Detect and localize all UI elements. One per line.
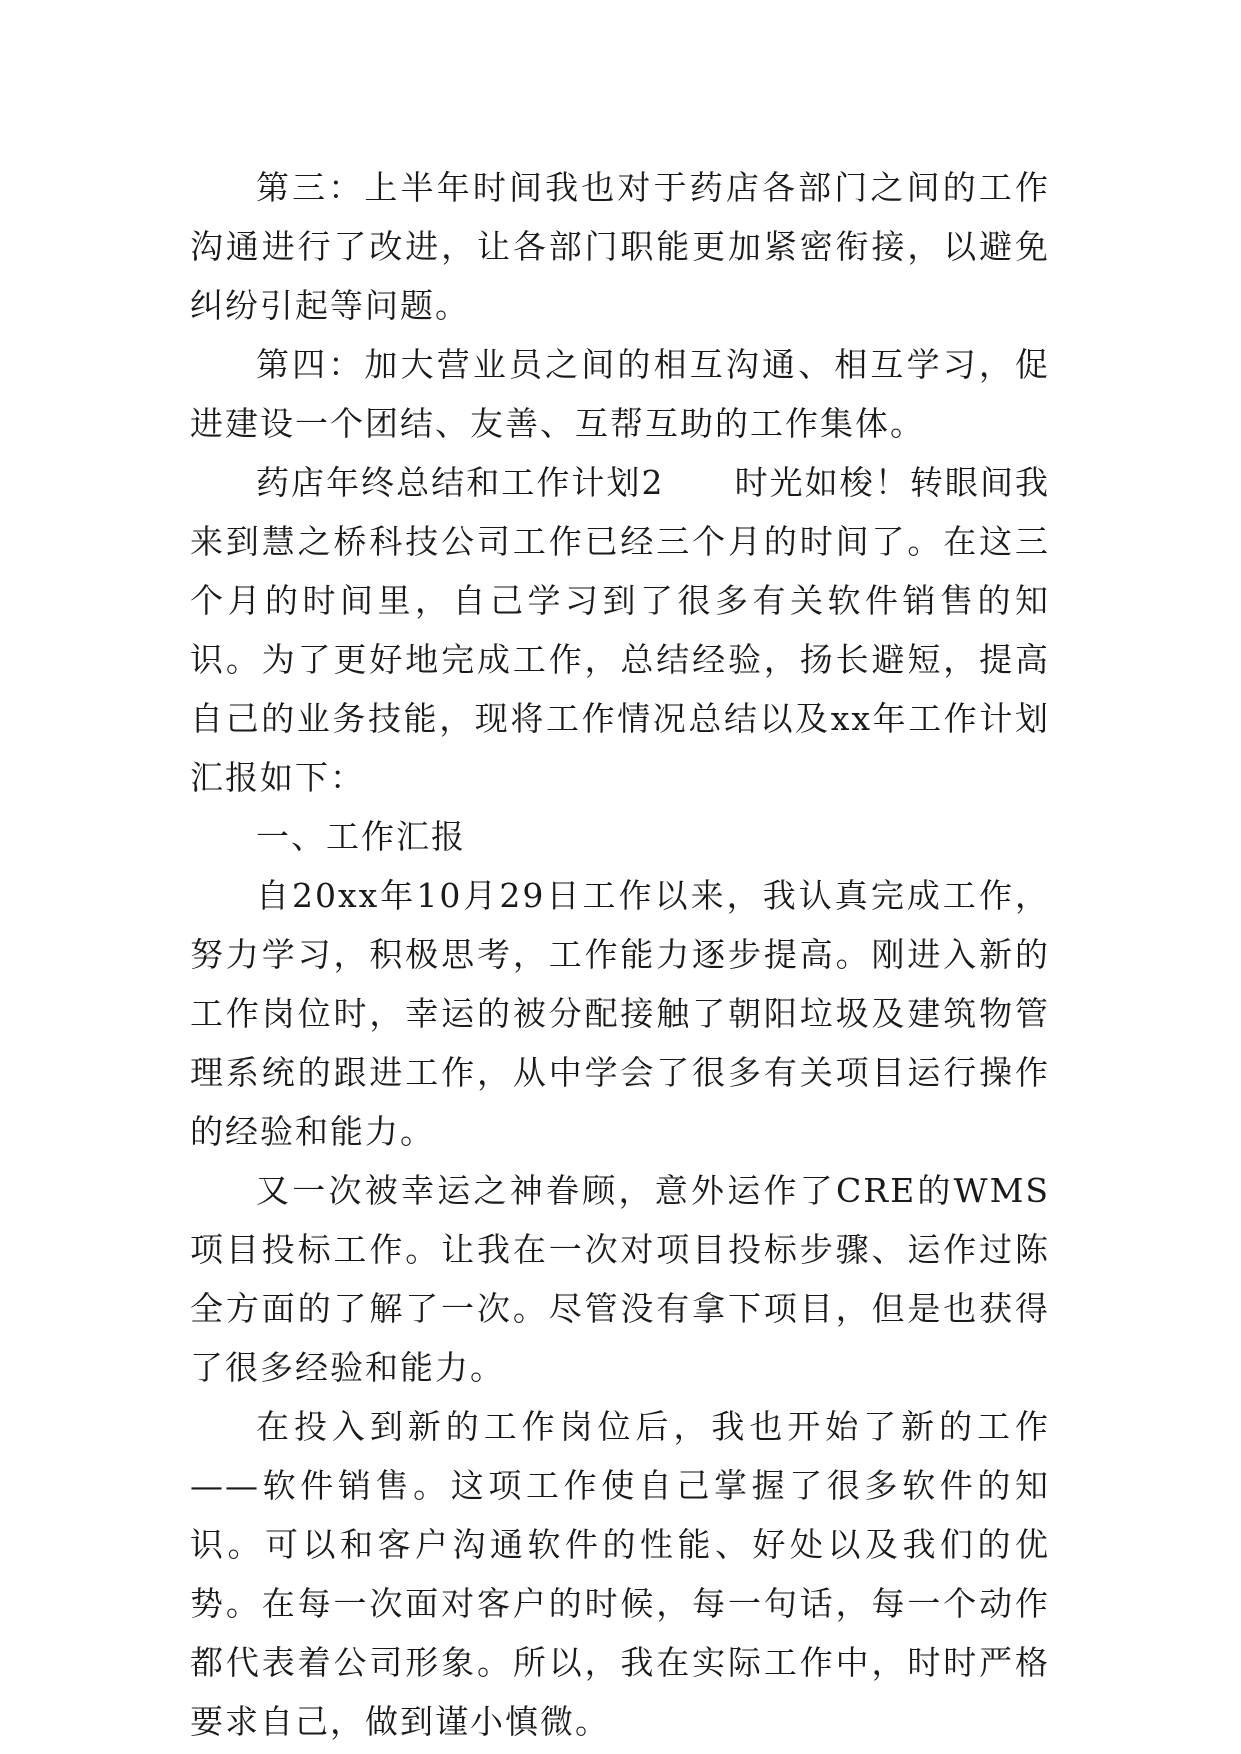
paragraph-fourth-point: 第四：加大营业员之间的相互沟通、相互学习，促进建设一个团结、友善、互帮互助的工作集体。 <box>190 345 1050 443</box>
paragraph-software-sales: 在投入到新的工作岗位后，我也开始了新的工作——软件销售。这项工作使自己掌握了很多软件的知识。可以和客户沟通软件的性能、好处以及我们的优势。在每一次面对客户的时候，每一句话，每一个动作都代表着公司形象。所以，我在实际工作中，时时严格要求自己，做到谨小慎微。 <box>190 1407 1050 1741</box>
section-heading-work-report: 一、工作汇报 <box>256 817 466 856</box>
document-body <box>190 158 1050 1751</box>
paragraph-summary-intro: 药店年终总结和工作计划2 时光如梭！转眼间我来到慧之桥科技公司工作已经三个月的时间了。在这三个月的时间里，自己学习到了很多有关软件销售的知识。为了更好地完成工作，总结经验，扬长避短，提高自己的业务技能，现将工作情况总结以及xx年工作计划汇报如下： <box>190 463 1050 797</box>
paragraph-bid-work: 又一次被幸运之神眷顾，意外运作了CRE的WMS项目投标工作。让我在一次对项目投标步骤、运作过陈全方面的了解了一次。尽管没有拿下项目，但是也获得了很多经验和能力。 <box>190 1171 1050 1387</box>
paragraph-third-point: 第三：上半年时间我也对于药店各部门之间的工作沟通进行了改进，让各部门职能更加紧密衔接，以避免纠纷引起等问题。 <box>190 168 1050 325</box>
paragraph-work-since: 自20xx年10月29日工作以来，我认真完成工作，努力学习，积极思考，工作能力逐步提高。刚进入新的工作岗位时，幸运的被分配接触了朝阳垃圾及建筑物管理系统的跟进工作，从中学会了很多有关项目运行操作的经验和能力。 <box>190 876 1050 1151</box>
